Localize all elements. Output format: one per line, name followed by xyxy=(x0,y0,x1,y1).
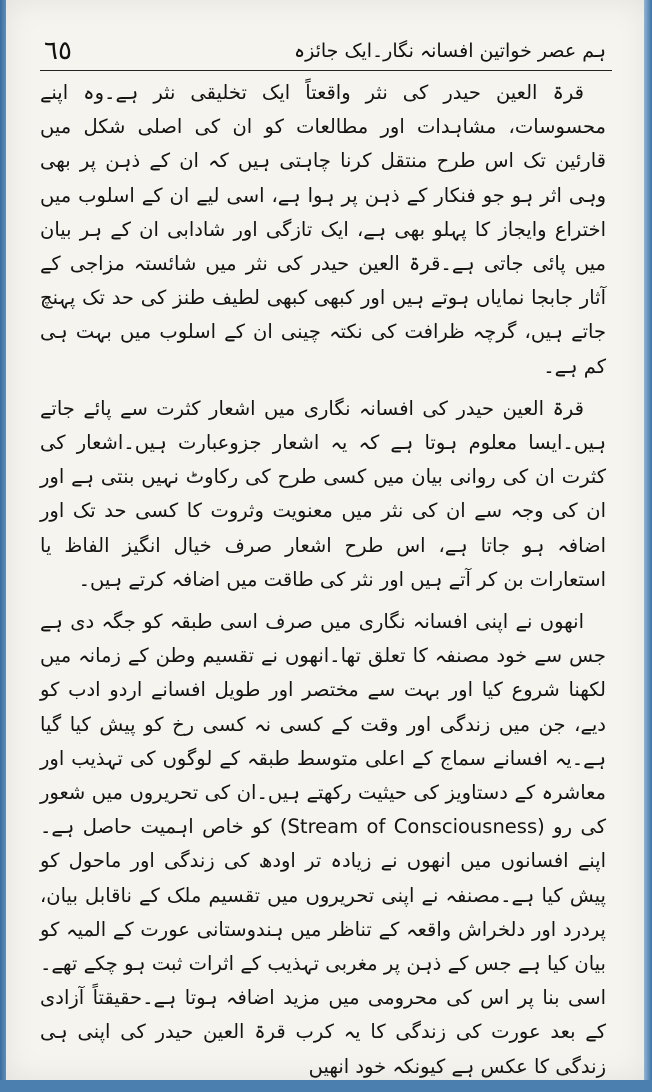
running-title: ہم عصر خواتین افسانہ نگار۔ایک جائزہ xyxy=(293,40,606,62)
page-header xyxy=(40,36,612,71)
paragraph: قرۃ العین حیدر کی افسانہ نگاری میں اشعار کثرت سے پائے جاتے ہیں۔ایسا معلوم ہوتا ہے کہ یہ اشعار جزوعبارت ہیں۔اشعار کی کثرت ان کی روانی بیان میں کسی طرح کی رکاوٹ نہیں بنتی ہے اور ان کی وجہ سے ان کی نثر میں معنویت وثروت کا کسی حد تک اور اضافہ ہو جاتا ہے، اس طرح اشعار صرف خیال انگیز الفاظ یا استعارات بن کر آتے ہیں اور نثر کی طاقت میں اضافہ کرتے ہیں۔ xyxy=(40,396,606,591)
book-edge-right xyxy=(644,0,652,1080)
body-text xyxy=(40,76,606,1092)
paragraph: انھوں نے اپنی افسانہ نگاری میں صرف اسی طبقہ کو جگہ دی ہے جس سے خود مصنفہ کا تعلق تھا۔انھوں نے تقسیم وطن کے زمانہ میں لکھنا شروع کیا اور بہت سے مختصر اور طویل افسانے اردو ادب کو دیے، جن میں زندگی اور وقت کے کسی نہ کسی رخ کو پیش کیا گیا ہے۔یہ افسانے سماج کے اعلی متوسط طبقہ کے لوگوں کی تہذیب اور معاشرہ کے دستاویز کی حیثیت رکھتے ہیں۔ان کی تحریروں میں شعور کی رو (Stream of Consciousness) کو خاص اہمیت حاصل ہے۔اپنے افسانوں میں انھوں نے زیادہ تر اودھ کی زندگی اور ماحول کو پیش کیا ہے۔مصنفہ نے اپنی تحریروں میں تقسیم ملک کے ناقابل بیان، پردرد اور دلخراش واقعہ کے تناظر میں ہندوستانی عورت کے المیہ کو بیان کیا ہے جس کے ذہن پر مغربی تہذیب کے اثرات ثبت ہو چکے تھے۔اسی بنا پر اس کی محرومی میں مزید اضافہ ہوتا ہے۔حقیقتاً آزادی کے بعد عورت کی زندگی کا یہ کرب قرۃ العین حیدر کی اپنی ہی زندگی کا عکس ہے کیونکہ خود انھیں xyxy=(40,610,607,1078)
page-number: ٦٥ xyxy=(44,36,72,66)
book-page xyxy=(6,0,646,1080)
paragraph: قرۃ العین حیدر کی نثر واقعتاً ایک تخلیقی نثر ہے۔وہ اپنے محسوسات، مشاہدات اور مطالعات کو ان کی اصلی شکل میں قارئین تک اس طرح منتقل کرنا چاہتی ہیں کہ ان کے ذہن پر بھی وہی اثر ہو جو فنکار کے ذہن پر ہوا ہے، اسی لیے ان کے اسلوب میں اختراع وایجاز کا پہلو بھی ہے، ایک تازگی اور شادابی ان کے ہر بیان میں پائی جاتی ہے۔قرۃ العین حیدر کی نثر میں شائستہ مزاجی کے آثار جابجا نمایاں ہوتے ہیں اور کبھی کبھی لطیف طنز کی حد تک پہنچ جاتے ہیں، گرچہ ظرافت کی نکتہ چینی ان کے اسلوب میں بہت ہی کم ہے۔ xyxy=(40,81,606,378)
